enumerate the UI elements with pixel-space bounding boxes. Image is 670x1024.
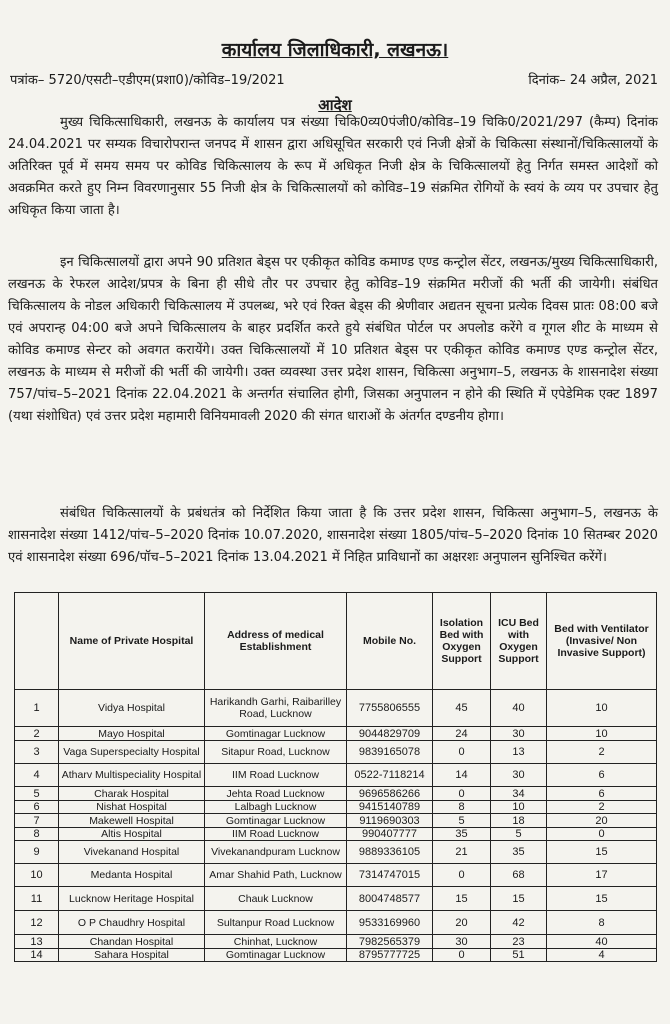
cell-mobile: 9415140789 bbox=[347, 801, 433, 814]
cell-mobile: 9044829709 bbox=[347, 727, 433, 741]
cell-mobile: 9839165078 bbox=[347, 741, 433, 764]
letter-date: दिनांक– 24 अप्रैल, 2021 bbox=[528, 73, 658, 88]
cell-mobile: 9696586266 bbox=[347, 787, 433, 801]
reference-line bbox=[10, 70, 658, 88]
table-row bbox=[15, 764, 657, 787]
table-row bbox=[15, 911, 657, 935]
cell-address: Gomtinagar Lucknow bbox=[205, 949, 347, 962]
cell-icu-bed: 68 bbox=[491, 864, 547, 887]
cell-icu-bed: 42 bbox=[491, 911, 547, 935]
cell-hospital-name: Mayo Hospital bbox=[59, 727, 205, 741]
cell-hospital-name: Makewell Hospital bbox=[59, 814, 205, 828]
cell-sno: 6 bbox=[15, 801, 59, 814]
cell-address: Gomtinagar Lucknow bbox=[205, 727, 347, 741]
cell-sno: 14 bbox=[15, 949, 59, 962]
cell-address: Harikandh Garhi, Raibarilley Road, Lucknow bbox=[205, 690, 347, 727]
cell-ventilator-bed: 6 bbox=[547, 787, 657, 801]
cell-ventilator-bed: 4 bbox=[547, 949, 657, 962]
table-row bbox=[15, 741, 657, 764]
cell-address: Chinhat, Lucknow bbox=[205, 935, 347, 949]
cell-hospital-name: Nishat Hospital bbox=[59, 801, 205, 814]
table-row bbox=[15, 801, 657, 814]
cell-sno: 10 bbox=[15, 864, 59, 887]
cell-mobile: 8004748577 bbox=[347, 887, 433, 911]
cell-isolation-bed: 24 bbox=[433, 727, 491, 741]
cell-ventilator-bed: 6 bbox=[547, 764, 657, 787]
cell-ventilator-bed: 17 bbox=[547, 864, 657, 887]
cell-sno: 9 bbox=[15, 841, 59, 864]
table-row bbox=[15, 727, 657, 741]
cell-hospital-name: Vaga Superspecialty Hospital bbox=[59, 741, 205, 764]
cell-isolation-bed: 30 bbox=[433, 935, 491, 949]
cell-isolation-bed: 0 bbox=[433, 949, 491, 962]
cell-sno: 3 bbox=[15, 741, 59, 764]
cell-icu-bed: 23 bbox=[491, 935, 547, 949]
cell-sno: 2 bbox=[15, 727, 59, 741]
cell-icu-bed: 10 bbox=[491, 801, 547, 814]
order-title: आदेश bbox=[318, 96, 352, 114]
table-row bbox=[15, 814, 657, 828]
cell-hospital-name: Atharv Multispeciality Hospital bbox=[59, 764, 205, 787]
cell-isolation-bed: 8 bbox=[433, 801, 491, 814]
cell-sno: 11 bbox=[15, 887, 59, 911]
cell-isolation-bed: 14 bbox=[433, 764, 491, 787]
header-address: Address of medical Establishment bbox=[205, 593, 347, 690]
table-row bbox=[15, 887, 657, 911]
cell-isolation-bed: 20 bbox=[433, 911, 491, 935]
table-row bbox=[15, 787, 657, 801]
cell-icu-bed: 34 bbox=[491, 787, 547, 801]
cell-isolation-bed: 0 bbox=[433, 864, 491, 887]
cell-address: Vivekanandpuram Lucknow bbox=[205, 841, 347, 864]
cell-sno: 4 bbox=[15, 764, 59, 787]
table-row bbox=[15, 949, 657, 962]
cell-address: Gomtinagar Lucknow bbox=[205, 814, 347, 828]
cell-address: Sitapur Road, Lucknow bbox=[205, 741, 347, 764]
cell-isolation-bed: 45 bbox=[433, 690, 491, 727]
cell-icu-bed: 35 bbox=[491, 841, 547, 864]
cell-ventilator-bed: 20 bbox=[547, 814, 657, 828]
cell-address: Jehta Road Lucknow bbox=[205, 787, 347, 801]
cell-ventilator-bed: 2 bbox=[547, 801, 657, 814]
cell-hospital-name: Medanta Hospital bbox=[59, 864, 205, 887]
cell-ventilator-bed: 2 bbox=[547, 741, 657, 764]
header-icu-bed: ICU Bed with Oxygen Support bbox=[491, 593, 547, 690]
cell-icu-bed: 30 bbox=[491, 764, 547, 787]
cell-icu-bed: 40 bbox=[491, 690, 547, 727]
cell-hospital-name: Chandan Hospital bbox=[59, 935, 205, 949]
cell-mobile: 9533169960 bbox=[347, 911, 433, 935]
cell-isolation-bed: 15 bbox=[433, 887, 491, 911]
cell-ventilator-bed: 40 bbox=[547, 935, 657, 949]
cell-sno: 13 bbox=[15, 935, 59, 949]
cell-mobile: 7982565379 bbox=[347, 935, 433, 949]
cell-isolation-bed: 0 bbox=[433, 741, 491, 764]
cell-icu-bed: 13 bbox=[491, 741, 547, 764]
cell-ventilator-bed: 0 bbox=[547, 828, 657, 841]
cell-hospital-name: Vivekanand Hospital bbox=[59, 841, 205, 864]
cell-ventilator-bed: 15 bbox=[547, 887, 657, 911]
cell-address: IIM Road Lucknow bbox=[205, 764, 347, 787]
cell-mobile: 8795777725 bbox=[347, 949, 433, 962]
cell-icu-bed: 30 bbox=[491, 727, 547, 741]
cell-hospital-name: O P Chaudhry Hospital bbox=[59, 911, 205, 935]
cell-address: IIM Road Lucknow bbox=[205, 828, 347, 841]
table-row bbox=[15, 841, 657, 864]
cell-mobile: 990407777 bbox=[347, 828, 433, 841]
header-sno bbox=[15, 593, 59, 690]
table-row bbox=[15, 690, 657, 727]
cell-ventilator-bed: 10 bbox=[547, 690, 657, 727]
cell-address: Lalbagh Lucknow bbox=[205, 801, 347, 814]
cell-ventilator-bed: 10 bbox=[547, 727, 657, 741]
header-hospital-name: Name of Private Hospital bbox=[59, 593, 205, 690]
cell-ventilator-bed: 8 bbox=[547, 911, 657, 935]
header-ventilator-bed: Bed with Ventilator (Invasive/ Non Invasive Support) bbox=[547, 593, 657, 690]
cell-address: Amar Shahid Path, Lucknow bbox=[205, 864, 347, 887]
cell-mobile: 7314747015 bbox=[347, 864, 433, 887]
order-paragraph-3: संबंधित चिकित्सालयों के प्रबंधतंत्र को निर्देशित किया जाता है कि उत्तर प्रदेश शासन, चिकित्सा अनुभाग–5, लखनऊ के शासनादेश संख्या 1412/पांच–5–2020 दिनांक 10.07.2020, शासनादेश संख्या 1805/पांच–5–2020 दिनांक 10 सितम्बर 2020 एवं शासनादेश संख्या 696/पॉच–5–2021 दिनांक 13.04.2021 में निहित प्राविधानों का अक्षरशः अनुपालन सुनिश्चित करेंगें। bbox=[8, 506, 658, 565]
table-row bbox=[15, 828, 657, 841]
cell-icu-bed: 15 bbox=[491, 887, 547, 911]
cell-isolation-bed: 5 bbox=[433, 814, 491, 828]
cell-mobile: 9119690303 bbox=[347, 814, 433, 828]
order-paragraph-1: मुख्य चिकित्साधिकारी, लखनऊ के कार्यालय पत्र संख्या चिकि0व्य0पंजी0/कोविड–19 चिकि0/2021/297 (कैम्प) दिनांक 24.04.2021 पर सम्यक विचारोपरान्त जनपद में शासन द्वारा अधिसूचित सरकारी एवं निजी क्षेत्रों के चिकित्सा संस्थानों/चिकित्सालयों के अतिरिक्त पूर्व में समय समय पर कोविड चिकित्सालय के रूप में अधिकृत निजी क्षेत्र के चिकित्सालयों हेतु निर्गत समस्त आदेशों को अवक्रमित करते हुए निम्न विवरणानुसार 55 निजी क्षेत्र के चिकित्सालयों को कोविड–19 संक्रमित रोगियों के स्वयं के व्यय पर उपचार हेतु अधिकृत किया जाता है। bbox=[8, 115, 658, 218]
cell-hospital-name: Sahara Hospital bbox=[59, 949, 205, 962]
order-paragraph-2: इन चिकित्सालयों द्वारा अपने 90 प्रतिशत बेड्स पर एकीकृत कोविड कमाण्ड एण्ड कन्ट्रोल सेंटर, लखनऊ/मुख्य चिकित्साधिकारी, लखनऊ के रेफरल आदेश/प्रपत्र के बिना ही सीधे तौर पर उपचार हेतु कोविड–19 संक्रमित मरीजों की भर्ती की जायेगी। संबंधित चिकित्सालय के नोडल अधिकारी चिकित्सालय में उपलब्ध, भरे एवं रिक्त बेड्स की श्रेणीवार अद्यतन सूचना प्रत्येक दिवस प्रातः 08:00 बजे एवं अपरान्ह 04:00 बजे अपने चिकित्सालय के बाहर प्रदर्शित करते हुये संबंधित पोर्टल पर अपलोड करेंगे व गूगल शीट के माध्यम से कोविड कमाण्ड सेन्टर को अवगत करायेंगे। उक्त चिकित्सालयों में 10 प्रतिशत बेड्स पर एकीकृत कोविड कमाण्ड एण्ड कन्ट्रोल सेंटर, लखनऊ के माध्यम से मरीजों की भर्ती की जायेगी। उक्त व्यवस्था उत्तर प्रदेश शासन, चिकित्सा अनुभाग–5, लखनऊ के शासनादेश संख्या 757/पांच–5–2021 दिनांक 22.04.2021 के अन्तर्गत संचालित होगी, जिसका अनुपालन न होने की स्थिति में एपेडेमिक एक्ट 1897 (यथा संशोधित) एवं उत्तर प्रदेश महामारी विनियमावली 2020 की संगत धाराओं के अंतर्गत दण्डनीय होगा। bbox=[8, 255, 658, 424]
cell-isolation-bed: 35 bbox=[433, 828, 491, 841]
cell-icu-bed: 18 bbox=[491, 814, 547, 828]
table-row bbox=[15, 864, 657, 887]
table-row bbox=[15, 935, 657, 949]
cell-address: Sultanpur Road Lucknow bbox=[205, 911, 347, 935]
cell-hospital-name: Lucknow Heritage Hospital bbox=[59, 887, 205, 911]
cell-sno: 8 bbox=[15, 828, 59, 841]
cell-ventilator-bed: 15 bbox=[547, 841, 657, 864]
cell-icu-bed: 51 bbox=[491, 949, 547, 962]
letter-number: पत्रांक– 5720/एसटी–एडीएम(प्रशा0)/कोविड–19/2021 bbox=[10, 73, 285, 88]
cell-mobile: 7755806555 bbox=[347, 690, 433, 727]
cell-hospital-name: Charak Hospital bbox=[59, 787, 205, 801]
header-isolation-bed: Isolation Bed with Oxygen Support bbox=[433, 593, 491, 690]
cell-isolation-bed: 0 bbox=[433, 787, 491, 801]
cell-icu-bed: 5 bbox=[491, 828, 547, 841]
cell-hospital-name: Altis Hospital bbox=[59, 828, 205, 841]
table-header-row bbox=[15, 593, 657, 690]
cell-mobile: 9889336105 bbox=[347, 841, 433, 864]
header-mobile: Mobile No. bbox=[347, 593, 433, 690]
cell-isolation-bed: 21 bbox=[433, 841, 491, 864]
cell-sno: 1 bbox=[15, 690, 59, 727]
office-title: कार्यालय जिलाधिकारी, लखनऊ। bbox=[221, 39, 449, 61]
cell-sno: 12 bbox=[15, 911, 59, 935]
hospital-table bbox=[14, 592, 657, 962]
cell-sno: 5 bbox=[15, 787, 59, 801]
cell-mobile: 0522-7118214 bbox=[347, 764, 433, 787]
cell-sno: 7 bbox=[15, 814, 59, 828]
cell-address: Chauk Lucknow bbox=[205, 887, 347, 911]
cell-hospital-name: Vidya Hospital bbox=[59, 690, 205, 727]
